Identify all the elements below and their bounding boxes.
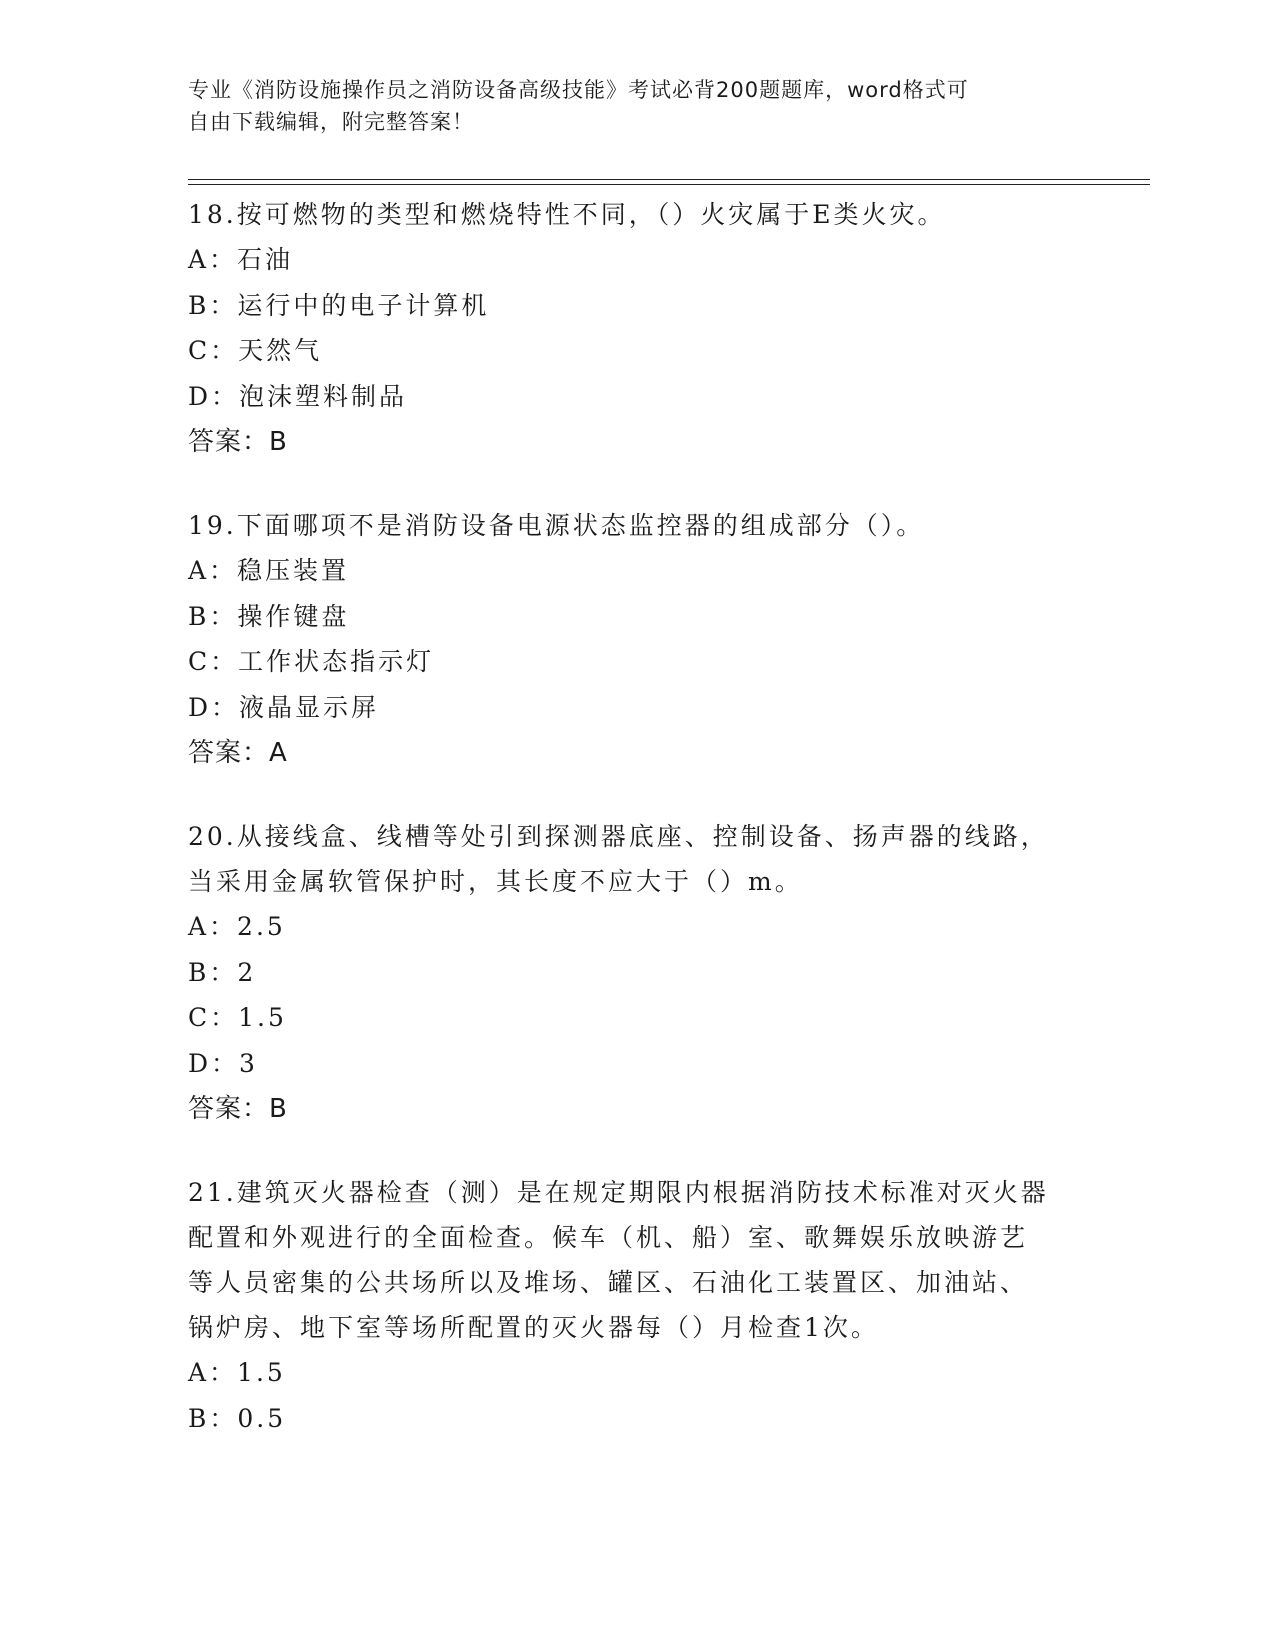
question-stem: 18.按可燃物的类型和燃烧特性不同，（）火灾属于E类火灾。	[188, 200, 946, 229]
question-stem-line-1: 20.从接线盒、线槽等处引到探测器底座、控制设备、扬声器的线路，	[188, 822, 1049, 851]
option-b: B：2	[188, 957, 257, 987]
question-stem-line-1: 21.建筑灭火器检查（测）是在规定期限内根据消防技术标准对灭火器	[188, 1178, 1049, 1207]
option-b: B：运行中的电子计算机	[188, 290, 490, 320]
header-divider-top	[188, 179, 1150, 180]
question-19	[188, 503, 1088, 776]
header-line-2: 自由下载编辑，附完整答案！	[188, 110, 474, 134]
option-b: B：0.5	[188, 1403, 287, 1433]
answer-line: 答案：B	[188, 427, 288, 457]
option-a: A：稳压装置	[188, 556, 350, 585]
question-stem-line-4: 锅炉房、地下室等场所配置的灭火器每（）月检查1次。	[188, 1313, 879, 1342]
question-21	[188, 1170, 1088, 1441]
option-c: C：天然气	[188, 336, 323, 365]
question-stem-line-2: 当采用金属软管保护时，其长度不应大于（）m。	[188, 867, 803, 896]
option-b: B：操作键盘	[188, 601, 350, 631]
option-d: D：3	[188, 1048, 258, 1078]
question-20	[188, 814, 1088, 1132]
header-line-1: 专业《消防设施操作员之消防设备高级技能》考试必背200题题库，word格式可	[188, 78, 969, 102]
option-a: A：石油	[188, 245, 294, 274]
document-header	[188, 74, 1088, 138]
answer-line: 答案：B	[188, 1094, 288, 1124]
question-stem-line-3: 等人员密集的公共场所以及堆场、罐区、石油化工装置区、加油站、	[188, 1268, 1029, 1297]
question-stem: 19.下面哪项不是消防设备电源状态监控器的组成部分（）。	[188, 511, 925, 540]
option-c: C：工作状态指示灯	[188, 647, 435, 676]
option-c: C：1.5	[188, 1003, 287, 1032]
option-d: D：液晶显示屏	[188, 692, 380, 722]
question-list	[188, 192, 1088, 1479]
question-stem-line-2: 配置和外观进行的全面检查。候车（机、船）室、歌舞娱乐放映游艺	[188, 1223, 1029, 1252]
header-divider-bottom	[188, 184, 1150, 185]
answer-line: 答案：A	[188, 738, 288, 768]
option-a: A：2.5	[188, 912, 286, 941]
question-18	[188, 192, 1088, 465]
option-a: A：1.5	[188, 1358, 286, 1387]
option-d: D：泡沫塑料制品	[188, 381, 408, 411]
